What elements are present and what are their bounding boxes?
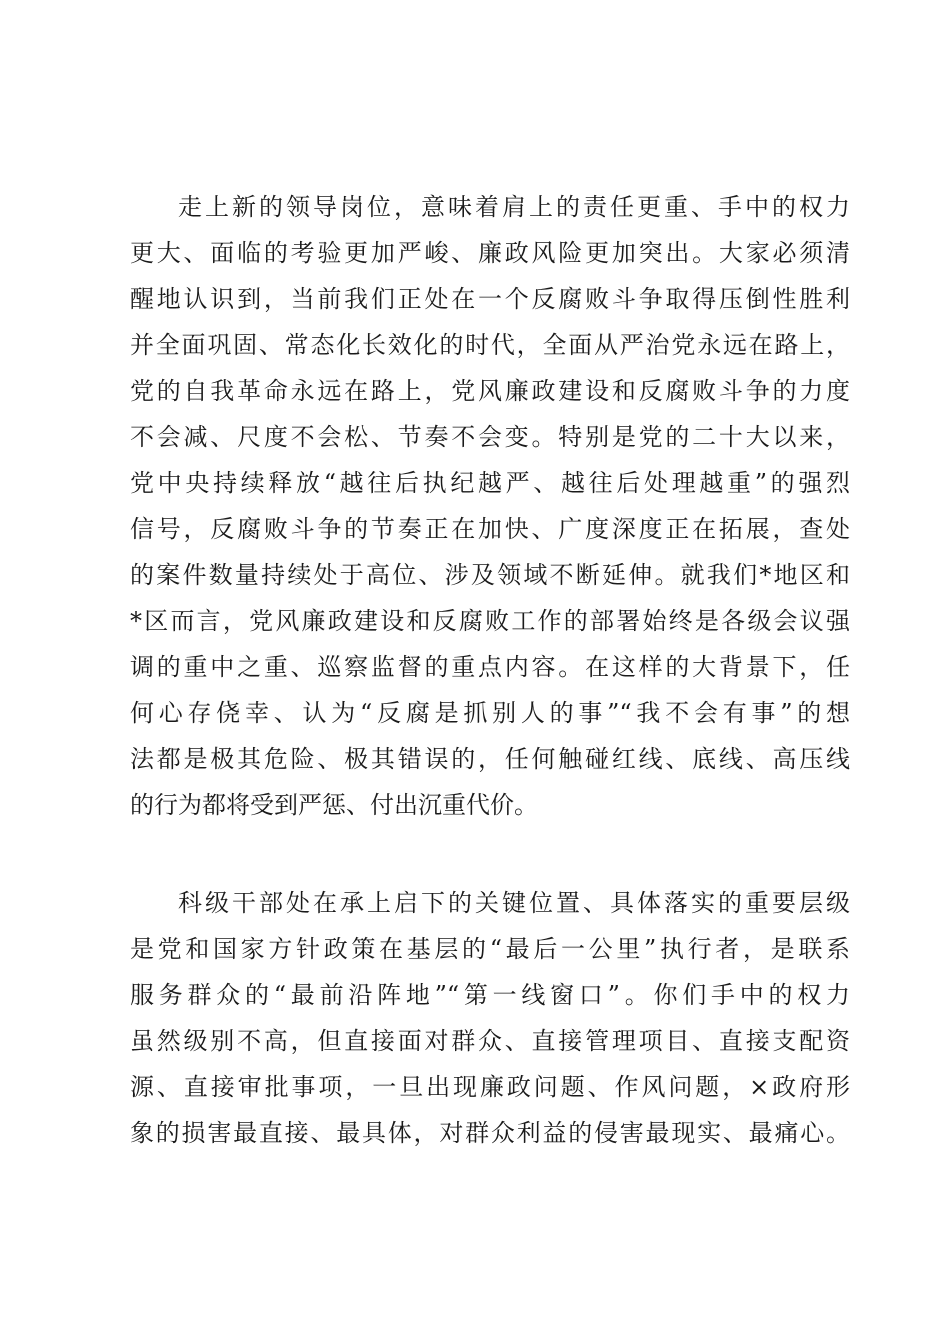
- paragraph-line: 象的损害最直接、最具体，对群众利益的侵害最现实、最痛心。: [130, 1119, 850, 1147]
- paragraph-line: 党中央持续释放“越往后执纪越严、越往后处理越重”的强烈: [130, 469, 850, 497]
- paragraph-line: 信号，反腐败斗争的节奏正在加快、广度深度正在拓展，查处: [130, 515, 850, 543]
- paragraph-line: *区而言，党风廉政建设和反腐败工作的部署始终是各级会议强: [130, 607, 850, 635]
- paragraph-line: 科级干部处在承上启下的关键位置、具体落实的重要层级: [178, 889, 850, 917]
- paragraph-line: 法都是极其危险、极其错误的，任何触碰红线、底线、高压线: [130, 745, 850, 773]
- paragraph-line: 更大、面临的考验更加严峻、廉政风险更加突出。大家必须清: [130, 239, 850, 267]
- paragraph-line: 虽然级别不高，但直接面对群众、直接管理项目、直接支配资: [130, 1027, 850, 1055]
- paragraph-line: 党的自我革命永远在路上，党风廉政建设和反腐败斗争的力度: [130, 377, 850, 405]
- paragraph-line: 的行为都将受到严惩、付出沉重代价。: [130, 791, 538, 819]
- paragraph-line: 不会减、尺度不会松、节奏不会变。特别是党的二十大以来，: [130, 423, 850, 451]
- paragraph-line: 调的重中之重、巡察监督的重点内容。在这样的大背景下，任: [130, 653, 850, 681]
- paragraph-line: 走上新的领导岗位，意味着肩上的责任更重、手中的权力: [178, 193, 850, 221]
- paragraph-line: 醒地认识到，当前我们正处在一个反腐败斗争取得压倒性胜利: [130, 285, 850, 313]
- paragraph-line: 何心存侥幸、认为“反腐是抓别人的事”“我不会有事”的想: [130, 699, 850, 727]
- paragraph-line: 源、直接审批事项，一旦出现廉政问题、作风问题，×政府形: [130, 1073, 850, 1101]
- paragraph-2: [130, 880, 850, 1156]
- paragraph-line: 的案件数量持续处于高位、涉及领域不断延伸。就我们*地区和: [130, 561, 850, 589]
- paragraph-line: 服务群众的“最前沿阵地”“第一线窗口”。你们手中的权力: [130, 981, 850, 1009]
- paragraph-line: 是党和国家方针政策在基层的“最后一公里”执行者，是联系: [130, 935, 850, 963]
- paragraph-line: 并全面巩固、常态化长效化的时代，全面从严治党永远在路上，: [130, 331, 850, 359]
- paragraph-1: [130, 184, 850, 828]
